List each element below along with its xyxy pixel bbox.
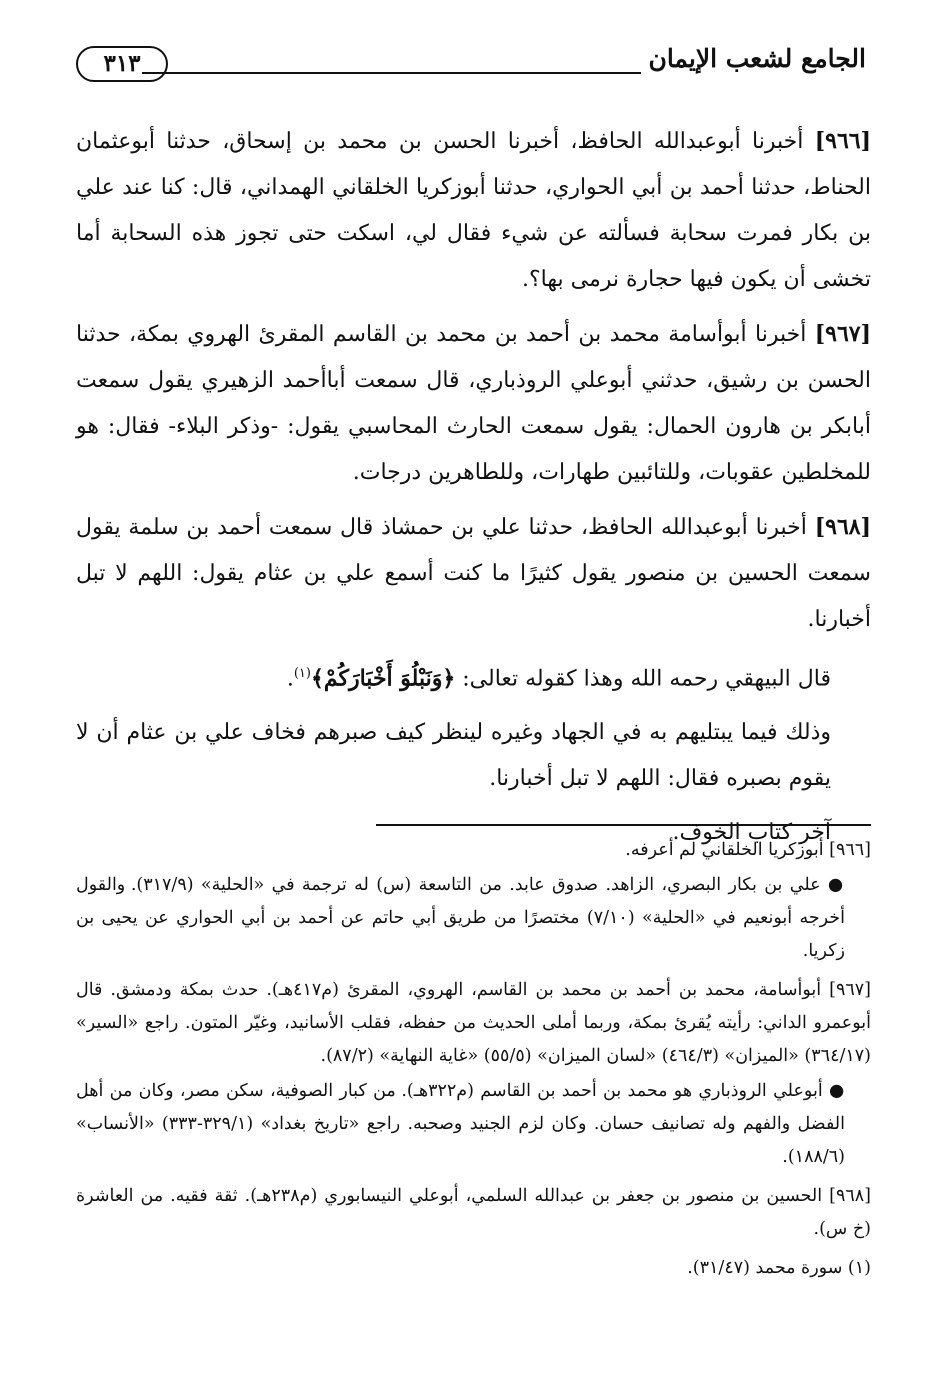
comment-prefix: قال البيهقي رحمه الله وهذا كقوله تعالى: xyxy=(462,666,831,692)
footnote-967-note: ● أبوعلي الروذباري هو محمد بن أحمد بن القاسم (م٣٢٢هـ). من كبار الصوفية، سكن مصر، وكان من أهل الفضل والفهم وله تصانيف حسان. وكان لزم الجنيد وصحبه. راجع «تاريخ بغداد» (٣٢٩/١-٣٣٣) «الأنساب» (١٨٨/٦). xyxy=(76,1081,845,1167)
book-end-note: آخر كتاب الخوف. xyxy=(672,820,831,846)
page-number: ٣١٣ xyxy=(76,46,168,82)
footnote-966 xyxy=(76,834,871,867)
reference-number: [٩٦٧] xyxy=(814,321,872,347)
footnote-966-note: ● علي بن بكار البصري، الزاهد. صدوق عابد. من التاسعة (س) له ترجمة في «الحلية» (٣١٧/٩). والقول أخرجه أبونعيم في «الحلية» (٧/١٠) مختصرًا من طريق أبي حاتم عن أحمد بن أبي الحواري عن يحيى بن زكريا. xyxy=(76,875,845,961)
bayhaqi-comment xyxy=(76,651,871,702)
paragraph-967 xyxy=(76,311,871,496)
footnote-marker: (١) xyxy=(293,666,311,681)
footnote-ref: [٩٦٦] xyxy=(829,840,871,860)
main-text xyxy=(76,118,871,864)
explanation-paragraph: وذلك فيما يبتليهم به في الجهاد وغيره لينظر كيف صبرهم فخاف علي بن عثام أن لا يقوم بصبره فقال: اللهم لا تبل أخبارنا. xyxy=(76,720,831,792)
footnote-967 xyxy=(76,974,871,1073)
reference-number: [٩٦٦] xyxy=(814,128,871,154)
footnote-text: أبوزكريا الخلقاني لم أعرفه. xyxy=(625,840,824,860)
footnote-text: الحسين بن منصور بن جعفر بن عبدالله السلمي، أبوعلي النيسابوري (م٢٣٨هـ). ثقة فقيه. من العاشرة (خ س). xyxy=(76,1186,871,1239)
quran-quote: ﴿وَنَبْلُوَ أَخْبَارَكُمْ﴾ xyxy=(310,665,456,692)
comment-suffix: . xyxy=(286,666,294,692)
footnote-ref: [٩٦٧] xyxy=(829,980,871,1000)
page-header xyxy=(76,38,866,92)
reference-number: [٩٦٨] xyxy=(814,514,872,540)
footnote-separator xyxy=(376,824,871,826)
paragraph-text: أخبرنا أبوعبدالله الحافظ، حدثنا علي بن حمشاذ قال سمعت أحمد بن سلمة يقول سمعت الحسين بن منصور يقول كثيرًا ما كنت أسمع علي بن عثام يقول: اللهم لا تبل أخبارنا. xyxy=(76,515,871,632)
footnote-968 xyxy=(76,1180,871,1246)
paragraph-text: أخبرنا أبوعبدالله الحافظ، أخبرنا الحسن بن محمد بن إسحاق، حدثنا أبوعثمان الحناط، حدثنا أحمد بن أبي الحواري، حدثنا أبوزكريا الخلقاني الهمداني، قال: كنا عند علي بن بكار فمرت سحابة فسألته عن شيء فقال لي، اسكت حتى تجوز هذه السحابة أما تخشى أن يكون فيها حجارة نرمى بها؟. xyxy=(76,129,871,292)
footnote-1: (١) سورة محمد (٣١/٤٧). xyxy=(687,1258,871,1278)
paragraph-966 xyxy=(76,118,871,303)
footnotes-section xyxy=(76,834,871,1291)
header-rule xyxy=(142,72,641,74)
footnote-ref: [٩٦٨] xyxy=(829,1186,871,1206)
paragraph-text: أخبرنا أبوأسامة محمد بن أحمد بن محمد بن القاسم المقرئ الهروي بمكة، حدثنا الحسن بن رشيق، حدثني أبوعلي الروذباري، قال سمعت أباأحمد الزهيري يقول سمعت أبابكر بن هارون الحمال: يقول سمعت الحارث المحاسبي يقول: -وذكر البلاء- فقال: هو للمخلطين عقوبات، وللتائبين طهارات، وللطاهرين درجات. xyxy=(76,322,871,485)
footnote-text: أبوأسامة، محمد بن أحمد بن محمد بن القاسم، الهروي، المقرئ (م٤١٧هـ). حدث بمكة ودمشق. قال أبوعمرو الداني: رأيته يُقرئ بمكة، وربما أملى الحديث من حفظه، فقلب الأسانيد، وغيّر المتون. راجع «السير» (٣٦٤/١٧) «الميزان» (٤٦٤/٣) «لسان الميزان» (٥٥/٥) «غاية النهاية» (٨٧/٢). xyxy=(76,980,871,1066)
paragraph-968 xyxy=(76,504,871,643)
running-title: الجامع لشعب الإيمان xyxy=(648,44,866,73)
